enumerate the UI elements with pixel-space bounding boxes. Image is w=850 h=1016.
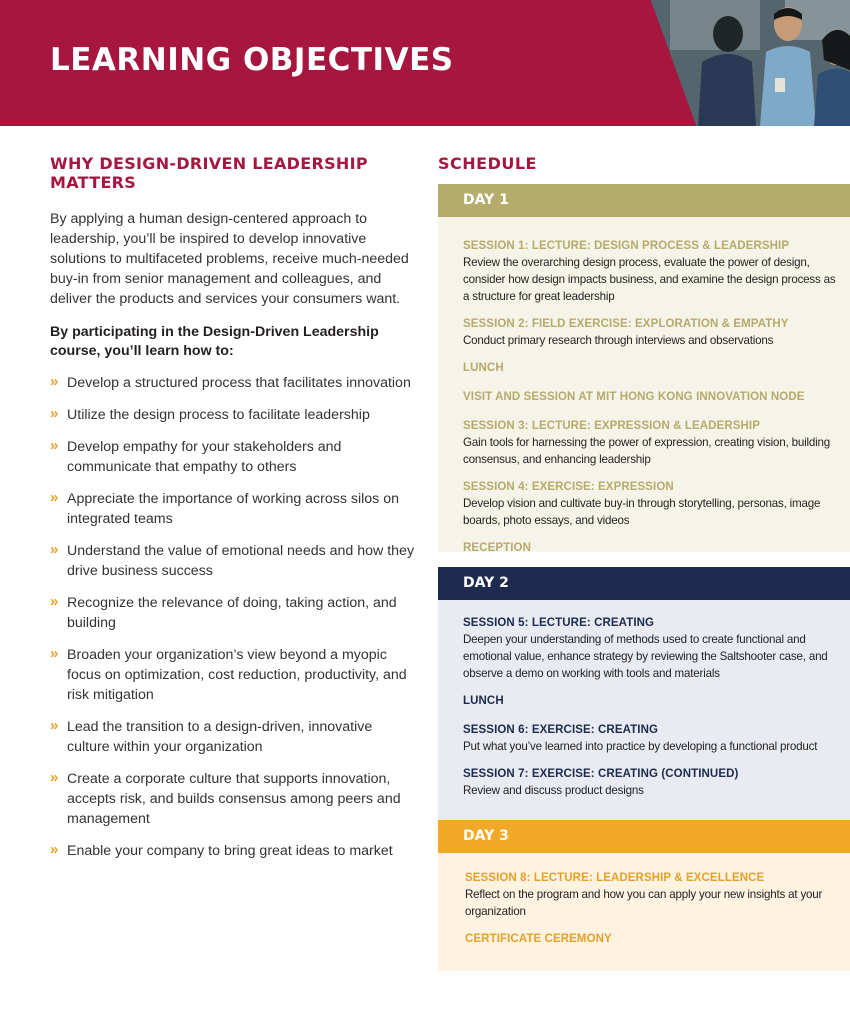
day-2-bar: DAY 2 bbox=[438, 567, 850, 600]
session-title: SESSION 7: EXERCISE: CREATING (CONTINUED) bbox=[463, 768, 739, 780]
session-1 bbox=[463, 239, 838, 305]
chevron-bullet-icon: » bbox=[50, 717, 59, 734]
chevron-bullet-icon: » bbox=[50, 405, 59, 422]
chevron-bullet-icon: » bbox=[50, 841, 59, 858]
objective-item: » Develop a structured process that facilitates innovation bbox=[50, 373, 411, 391]
session-description: Conduct primary research through interviews and observations bbox=[463, 334, 774, 347]
section-heading: WHY DESIGN-DRIVEN LEADERSHIP MATTERS bbox=[50, 154, 368, 192]
session-title: SESSION 5: LECTURE: CREATING bbox=[463, 617, 655, 629]
day-3-body bbox=[438, 853, 850, 971]
session-4 bbox=[463, 480, 838, 529]
chevron-bullet-icon: » bbox=[50, 593, 59, 610]
why-leadership-section bbox=[50, 154, 415, 873]
session-8 bbox=[465, 871, 838, 920]
session-5 bbox=[463, 616, 838, 682]
day-1-bar: DAY 1 bbox=[438, 184, 850, 217]
chevron-bullet-icon: » bbox=[50, 645, 59, 662]
objective-item: » Develop empathy for your stakeholders and communicate that empathy to others bbox=[50, 437, 342, 475]
chevron-bullet-icon: » bbox=[50, 373, 59, 390]
session-description: Put what you’ve learned into practice by developing a functional product bbox=[463, 740, 818, 753]
visit-label: VISIT AND SESSION AT MIT HONG KONG INNOVATION NODE bbox=[463, 391, 805, 403]
session-description: Deepen your understanding of methods used to create functional and emotional value, enhance strategy by reviewing the Saltshooter case, and observe a demo on working with tools and materials bbox=[463, 633, 828, 680]
session-title: SESSION 1: LECTURE: DESIGN PROCESS & LEADERSHIP bbox=[463, 240, 790, 252]
learn-lead-text: By participating in the Design-Driven Leadership course, you’ll learn how to: bbox=[50, 324, 379, 359]
session-title: SESSION 2: FIELD EXERCISE: EXPLORATION & EMPATHY bbox=[463, 318, 789, 330]
day-2-body bbox=[438, 600, 850, 820]
day-3-bar: DAY 3 bbox=[438, 820, 850, 853]
objective-item: » Recognize the relevance of doing, taking action, and building bbox=[50, 593, 397, 631]
objective-item: » Enable your company to bring great ideas to market bbox=[50, 841, 393, 859]
header-photo bbox=[610, 0, 850, 126]
schedule-section bbox=[438, 154, 850, 971]
session-description: Develop vision and cultivate buy-in through storytelling, personas, image boards, photo essays, and videos bbox=[463, 497, 821, 527]
objective-item: » Broaden your organization’s view beyond a myopic focus on optimization, cost reduction, productivity, and risk mitigation bbox=[50, 645, 407, 703]
session-description: Reflect on the program and how you can apply your new insights at your organization bbox=[465, 888, 823, 918]
objective-item: » Create a corporate culture that supports innovation, accepts risk, and builds consensus among peers and management bbox=[50, 769, 401, 827]
chevron-bullet-icon: » bbox=[50, 437, 59, 454]
objective-item: » Understand the value of emotional needs and how they drive business success bbox=[50, 541, 415, 579]
ceremony-label: CERTIFICATE CEREMONY bbox=[465, 933, 612, 945]
session-7 bbox=[463, 767, 838, 799]
session-description: Review and discuss product designs bbox=[463, 784, 644, 797]
session-2 bbox=[463, 317, 838, 349]
session-title: SESSION 8: LECTURE: LEADERSHIP & EXCELLENCE bbox=[465, 872, 765, 884]
chevron-bullet-icon: » bbox=[50, 541, 59, 558]
people-photo-illustration bbox=[610, 0, 850, 126]
objectives-list bbox=[50, 373, 415, 861]
chevron-bullet-icon: » bbox=[50, 489, 59, 506]
page-title: LEARNING OBJECTIVES bbox=[50, 42, 454, 78]
chevron-bullet-icon: » bbox=[50, 769, 59, 786]
day-1-body bbox=[438, 217, 850, 552]
intro-paragraph: By applying a human design-centered approach to leadership, you’ll be inspired to develop innovative solutions to multifaceted problems, receive much-needed buy-in from senior management and colleagues, and deliver the products and services your consumers want. bbox=[50, 211, 409, 307]
session-title: SESSION 3: LECTURE: EXPRESSION & LEADERSHIP bbox=[463, 420, 760, 432]
session-3 bbox=[463, 419, 838, 468]
objective-item: » Utilize the design process to facilitate leadership bbox=[50, 405, 370, 423]
objective-item: » Lead the transition to a design-driven, innovative culture within your organization bbox=[50, 717, 373, 755]
session-6 bbox=[463, 723, 838, 755]
objective-item: » Appreciate the importance of working across silos on integrated teams bbox=[50, 489, 399, 527]
lunch-label: LUNCH bbox=[463, 695, 504, 707]
session-description: Gain tools for harnessing the power of expression, creating vision, building consensus, and enhancing leadership bbox=[463, 436, 830, 466]
lunch-label: LUNCH bbox=[463, 362, 504, 374]
session-description: Review the overarching design process, evaluate the power of design, consider how design impacts business, and examine the design process as a structure for great leadership bbox=[463, 256, 836, 303]
page-header bbox=[0, 0, 850, 126]
schedule-heading: SCHEDULE bbox=[438, 154, 537, 173]
session-title: SESSION 4: EXERCISE: EXPRESSION bbox=[463, 481, 674, 493]
reception-label: RECEPTION bbox=[463, 542, 531, 554]
session-title: SESSION 6: EXERCISE: CREATING bbox=[463, 724, 659, 736]
